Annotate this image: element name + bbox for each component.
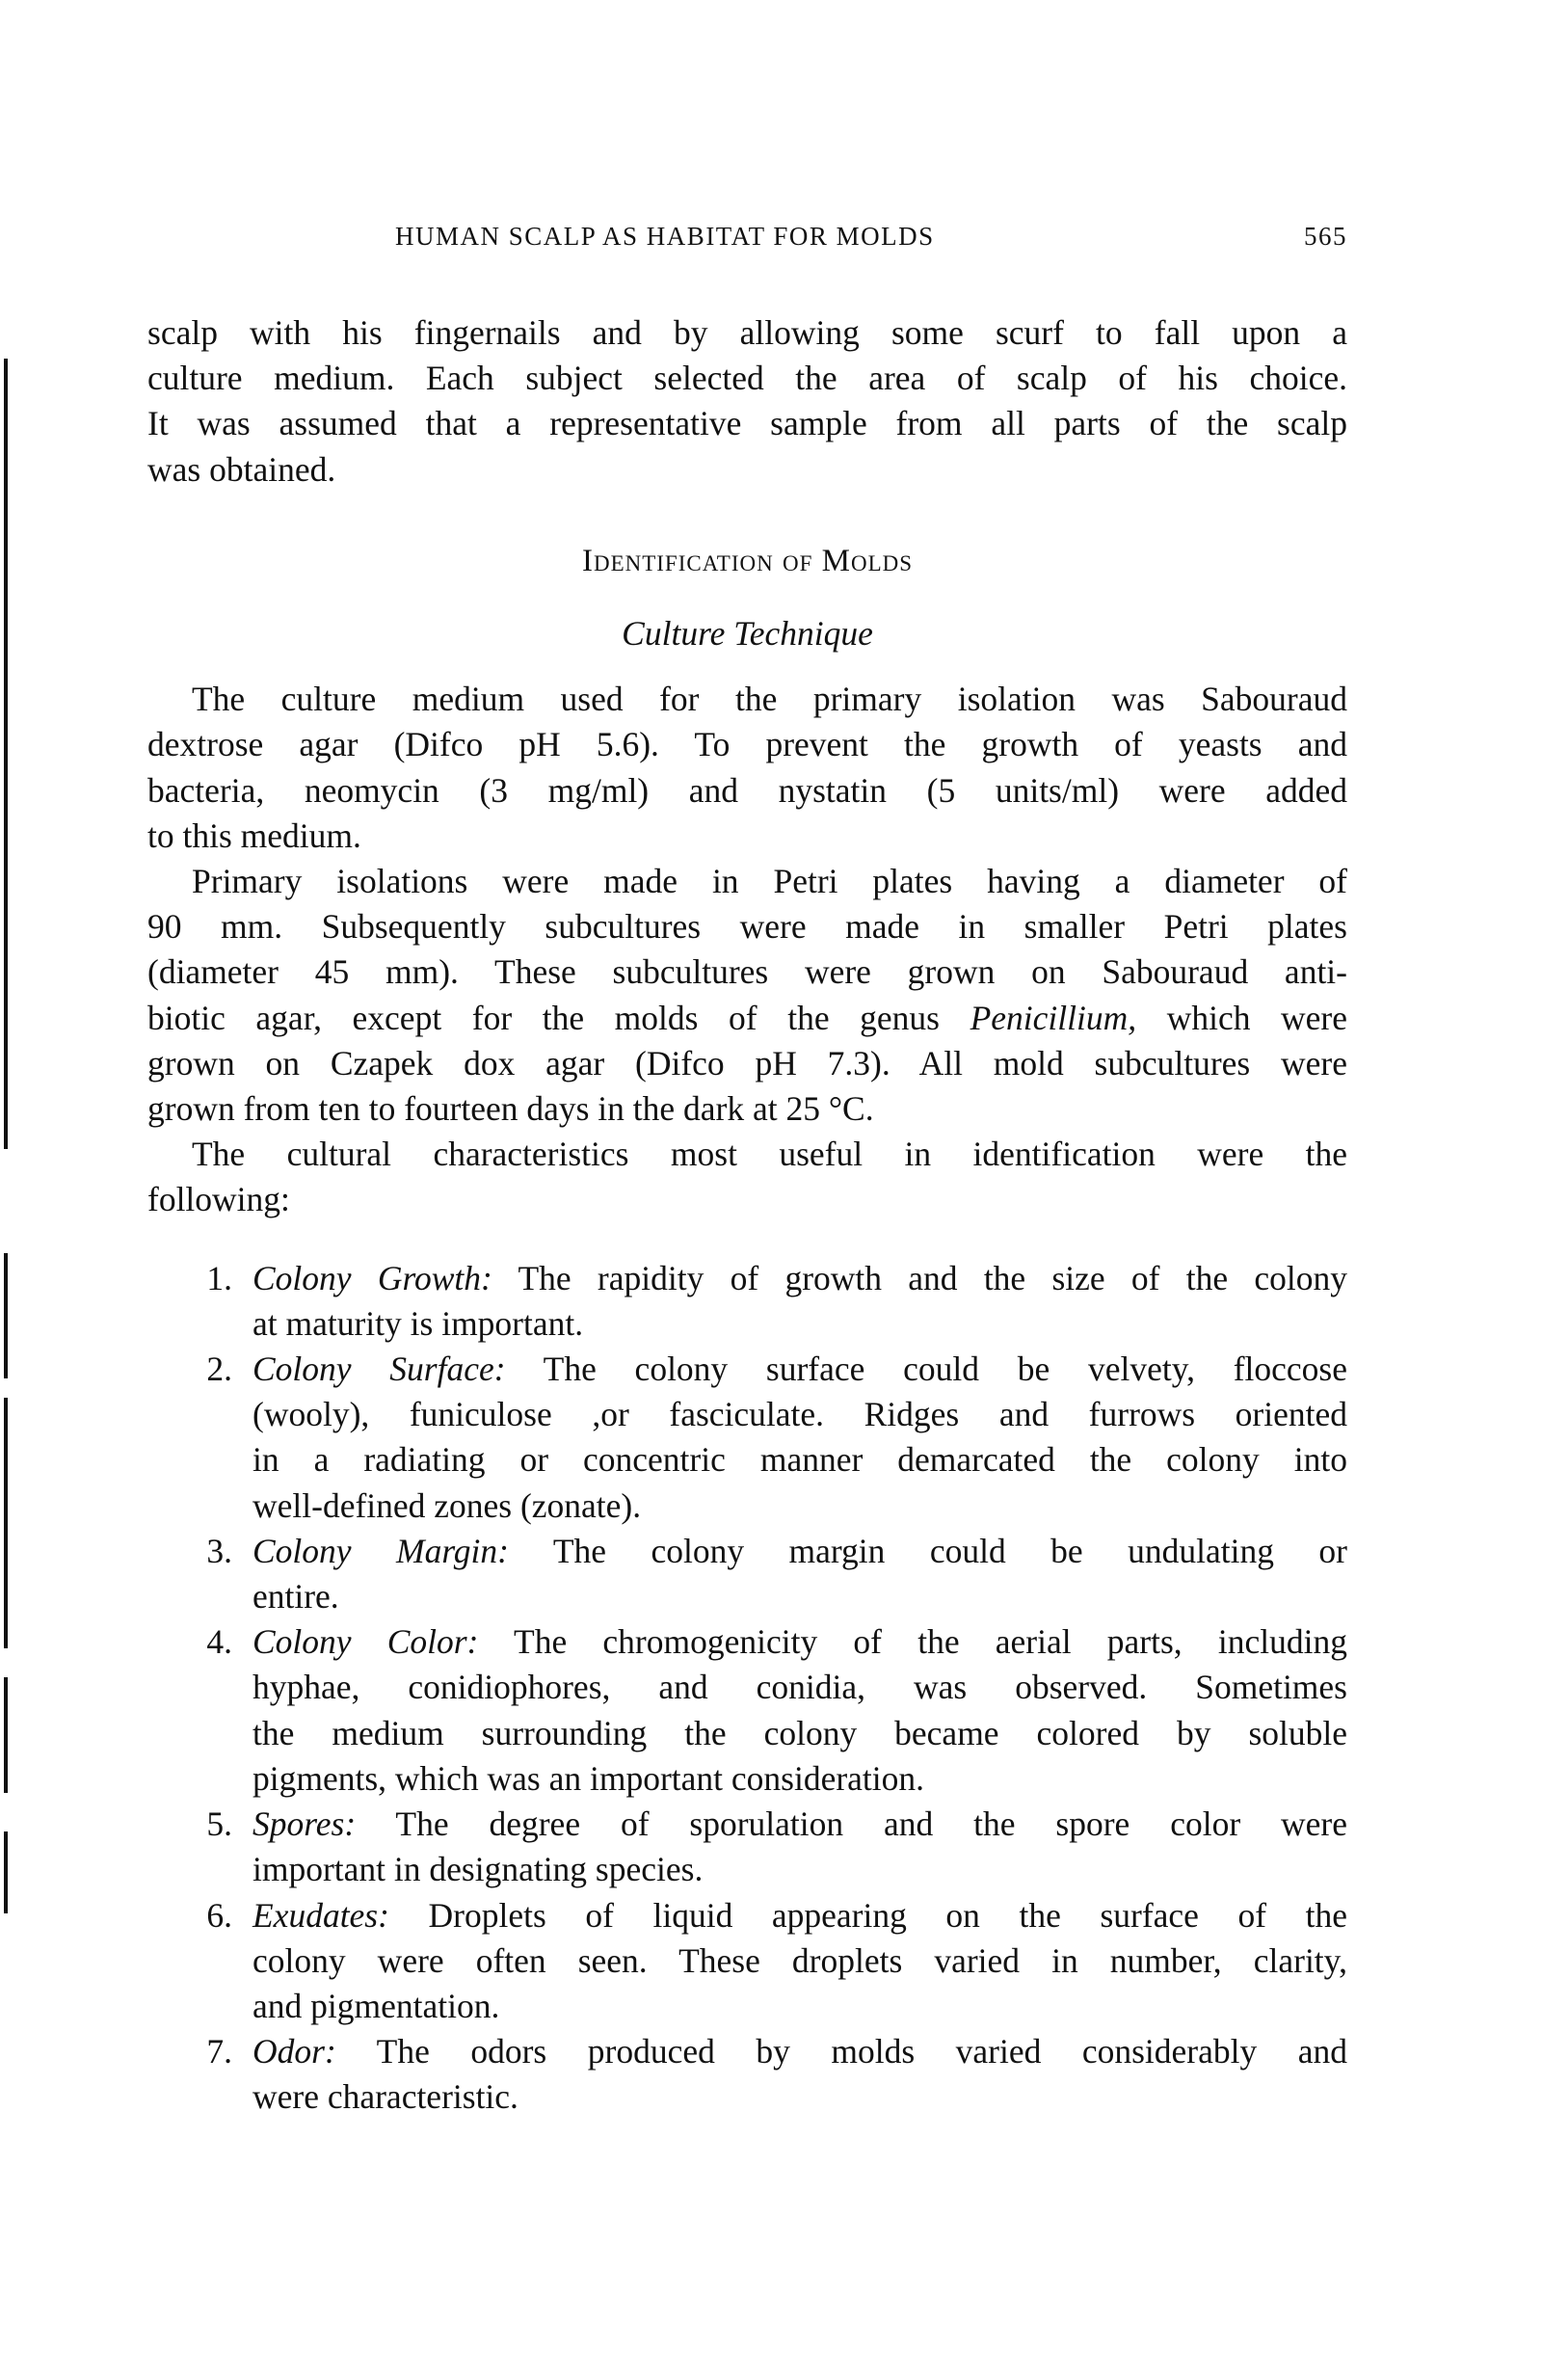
list-item-label: Colony Margin: [252, 1531, 509, 1570]
text-line [252, 1437, 1347, 1483]
list-item-text: The rapidity of growth and the size of the colony [518, 1258, 1348, 1297]
list-item-text: pigments, which was an important consideration. [252, 1758, 925, 1798]
text-line [252, 1301, 1347, 1347]
list-item-text: well-defined zones (zonate). [252, 1485, 642, 1525]
list-item [147, 1802, 1347, 1892]
list-number: 6. [206, 1895, 232, 1935]
text-line [252, 2074, 1347, 2120]
list-number: 7. [206, 2032, 232, 2072]
list-item-text: and pigmentation. [252, 1986, 500, 2025]
list-item-text: Droplets of liquid appearing on the surface of the [428, 1895, 1347, 1935]
text-line: 90 mm. Subsequently subcultures were made in smaller Petri plates [147, 907, 1347, 947]
list-item-text: in a radiating or concentric manner demarcated the colony into [252, 1440, 1347, 1480]
list-number: 1. [206, 1258, 232, 1297]
characteristics-list [147, 1256, 1347, 2121]
list-item-text: The colony surface could be velvety, floccose [543, 1350, 1348, 1389]
text-line: (diameter 45 mm). These subcultures were grown on Sabouraud anti- [147, 952, 1347, 992]
list-item-label: Colony Color: [252, 1622, 479, 1662]
scan-margin-mark [4, 1831, 8, 1913]
text-line: The culture medium used for the primary isolation was Sabouraud [192, 680, 1347, 719]
list-item-label: Colony Surface: [252, 1350, 506, 1389]
list-item-text: important in designating species. [252, 1850, 704, 1889]
text-line [252, 1711, 1347, 1756]
list-item [147, 1619, 1347, 1802]
text-line: grown on Czapek dox agar (Difco pH 7.3). All mold subcultures were [147, 1043, 1347, 1083]
text-line [252, 1256, 1347, 1301]
list-item-text: (wooly), funiculose ,or fasciculate. Ridges and furrows oriented [252, 1395, 1347, 1434]
list-number: 4. [206, 1622, 232, 1662]
text-line [252, 1529, 1347, 1574]
list-number: 3. [206, 1531, 232, 1570]
text-line [252, 1893, 1347, 1938]
list-item-text: The degree of sporulation and the spore color were [395, 1804, 1347, 1844]
page-number: 565 [1304, 222, 1347, 251]
text-line: It was assumed that a representative sample from all parts of the scalp [147, 404, 1347, 443]
text-line [252, 1847, 1347, 1892]
text-line: was obtained. [147, 449, 336, 489]
text-line [252, 1802, 1347, 1847]
text-line [252, 2029, 1347, 2074]
text-line [252, 1347, 1347, 1392]
list-number: 5. [206, 1804, 232, 1844]
text-line [147, 996, 1347, 1041]
text-line [252, 1619, 1347, 1665]
italic-term: Penicillium, [970, 998, 1137, 1037]
scan-margin-mark [4, 359, 8, 1149]
text-line: bacteria, neomycin (3 mg/ml) and nystatin (5 units/ml) were added [147, 770, 1347, 810]
text-segment: which were [1136, 998, 1347, 1037]
list-item-text: hyphae, conidiophores, and conidia, was observed. Sometimes [252, 1668, 1347, 1707]
text-line: to this medium. [147, 815, 361, 855]
list-item-label: Exudates: [252, 1895, 389, 1935]
running-header [147, 222, 1347, 260]
text-line: culture medium. Each subject selected the area of scalp of his choice. [147, 359, 1347, 398]
section-heading: Identification of Molds [581, 543, 914, 578]
list-item-text: the medium surrounding the colony became colored by soluble [252, 1713, 1347, 1752]
text-line [252, 1938, 1347, 1984]
list-item [147, 1347, 1347, 1529]
list-item [147, 2029, 1347, 2120]
text-line [252, 1756, 1347, 1802]
text-line [252, 1392, 1347, 1437]
paragraph [147, 1132, 1347, 1222]
list-item-text: The colony margin could be undulating or [552, 1531, 1347, 1570]
paragraph [147, 310, 1347, 493]
text-line: The cultural characteristics most useful in identification were the [192, 1135, 1347, 1174]
text-segment: biotic agar, except for the molds of the genus [147, 998, 970, 1037]
list-item-label: Spores: [252, 1804, 357, 1844]
page-body [147, 310, 1347, 2121]
list-number: 2. [206, 1350, 232, 1389]
text-line: following: [147, 1180, 290, 1219]
paragraph [147, 859, 1347, 1132]
list-item [147, 1529, 1347, 1619]
list-item-label: Odor: [252, 2032, 336, 2072]
scan-margin-mark [4, 1398, 8, 1648]
text-line [252, 1484, 1347, 1529]
list-item [147, 1893, 1347, 2030]
list-item-label: Colony Growth: [252, 1258, 492, 1297]
list-item-text: colony were often seen. These droplets varied in number, clarity, [252, 1940, 1347, 1980]
text-line [252, 1665, 1347, 1710]
list-item-text: The odors produced by molds varied considerably and [376, 2032, 1348, 2072]
list-item-text: The chromogenicity of the aerial parts, including [514, 1622, 1347, 1662]
subsection-heading: Culture Technique [622, 614, 873, 654]
text-line [252, 1574, 1347, 1619]
scan-margin-mark [4, 1253, 8, 1378]
text-line: scalp with his fingernails and by allowing some scurf to fall upon a [147, 313, 1347, 352]
paragraph [147, 677, 1347, 859]
text-line: grown from ten to fourteen days in the dark at 25 °C. [147, 1089, 874, 1129]
list-item-text: at maturity is important. [252, 1303, 584, 1343]
running-title: HUMAN SCALP AS HABITAT FOR MOLDS [395, 222, 935, 251]
text-line: dextrose agar (Difco pH 5.6). To prevent the growth of yeasts and [147, 725, 1347, 764]
list-item [147, 1256, 1347, 1347]
list-item-text: entire. [252, 1577, 339, 1617]
list-item-text: were characteristic. [252, 2077, 518, 2117]
text-line: Primary isolations were made in Petri plates having a diameter of [192, 862, 1347, 901]
scan-margin-mark [4, 1677, 8, 1793]
text-line [252, 1984, 1347, 2029]
